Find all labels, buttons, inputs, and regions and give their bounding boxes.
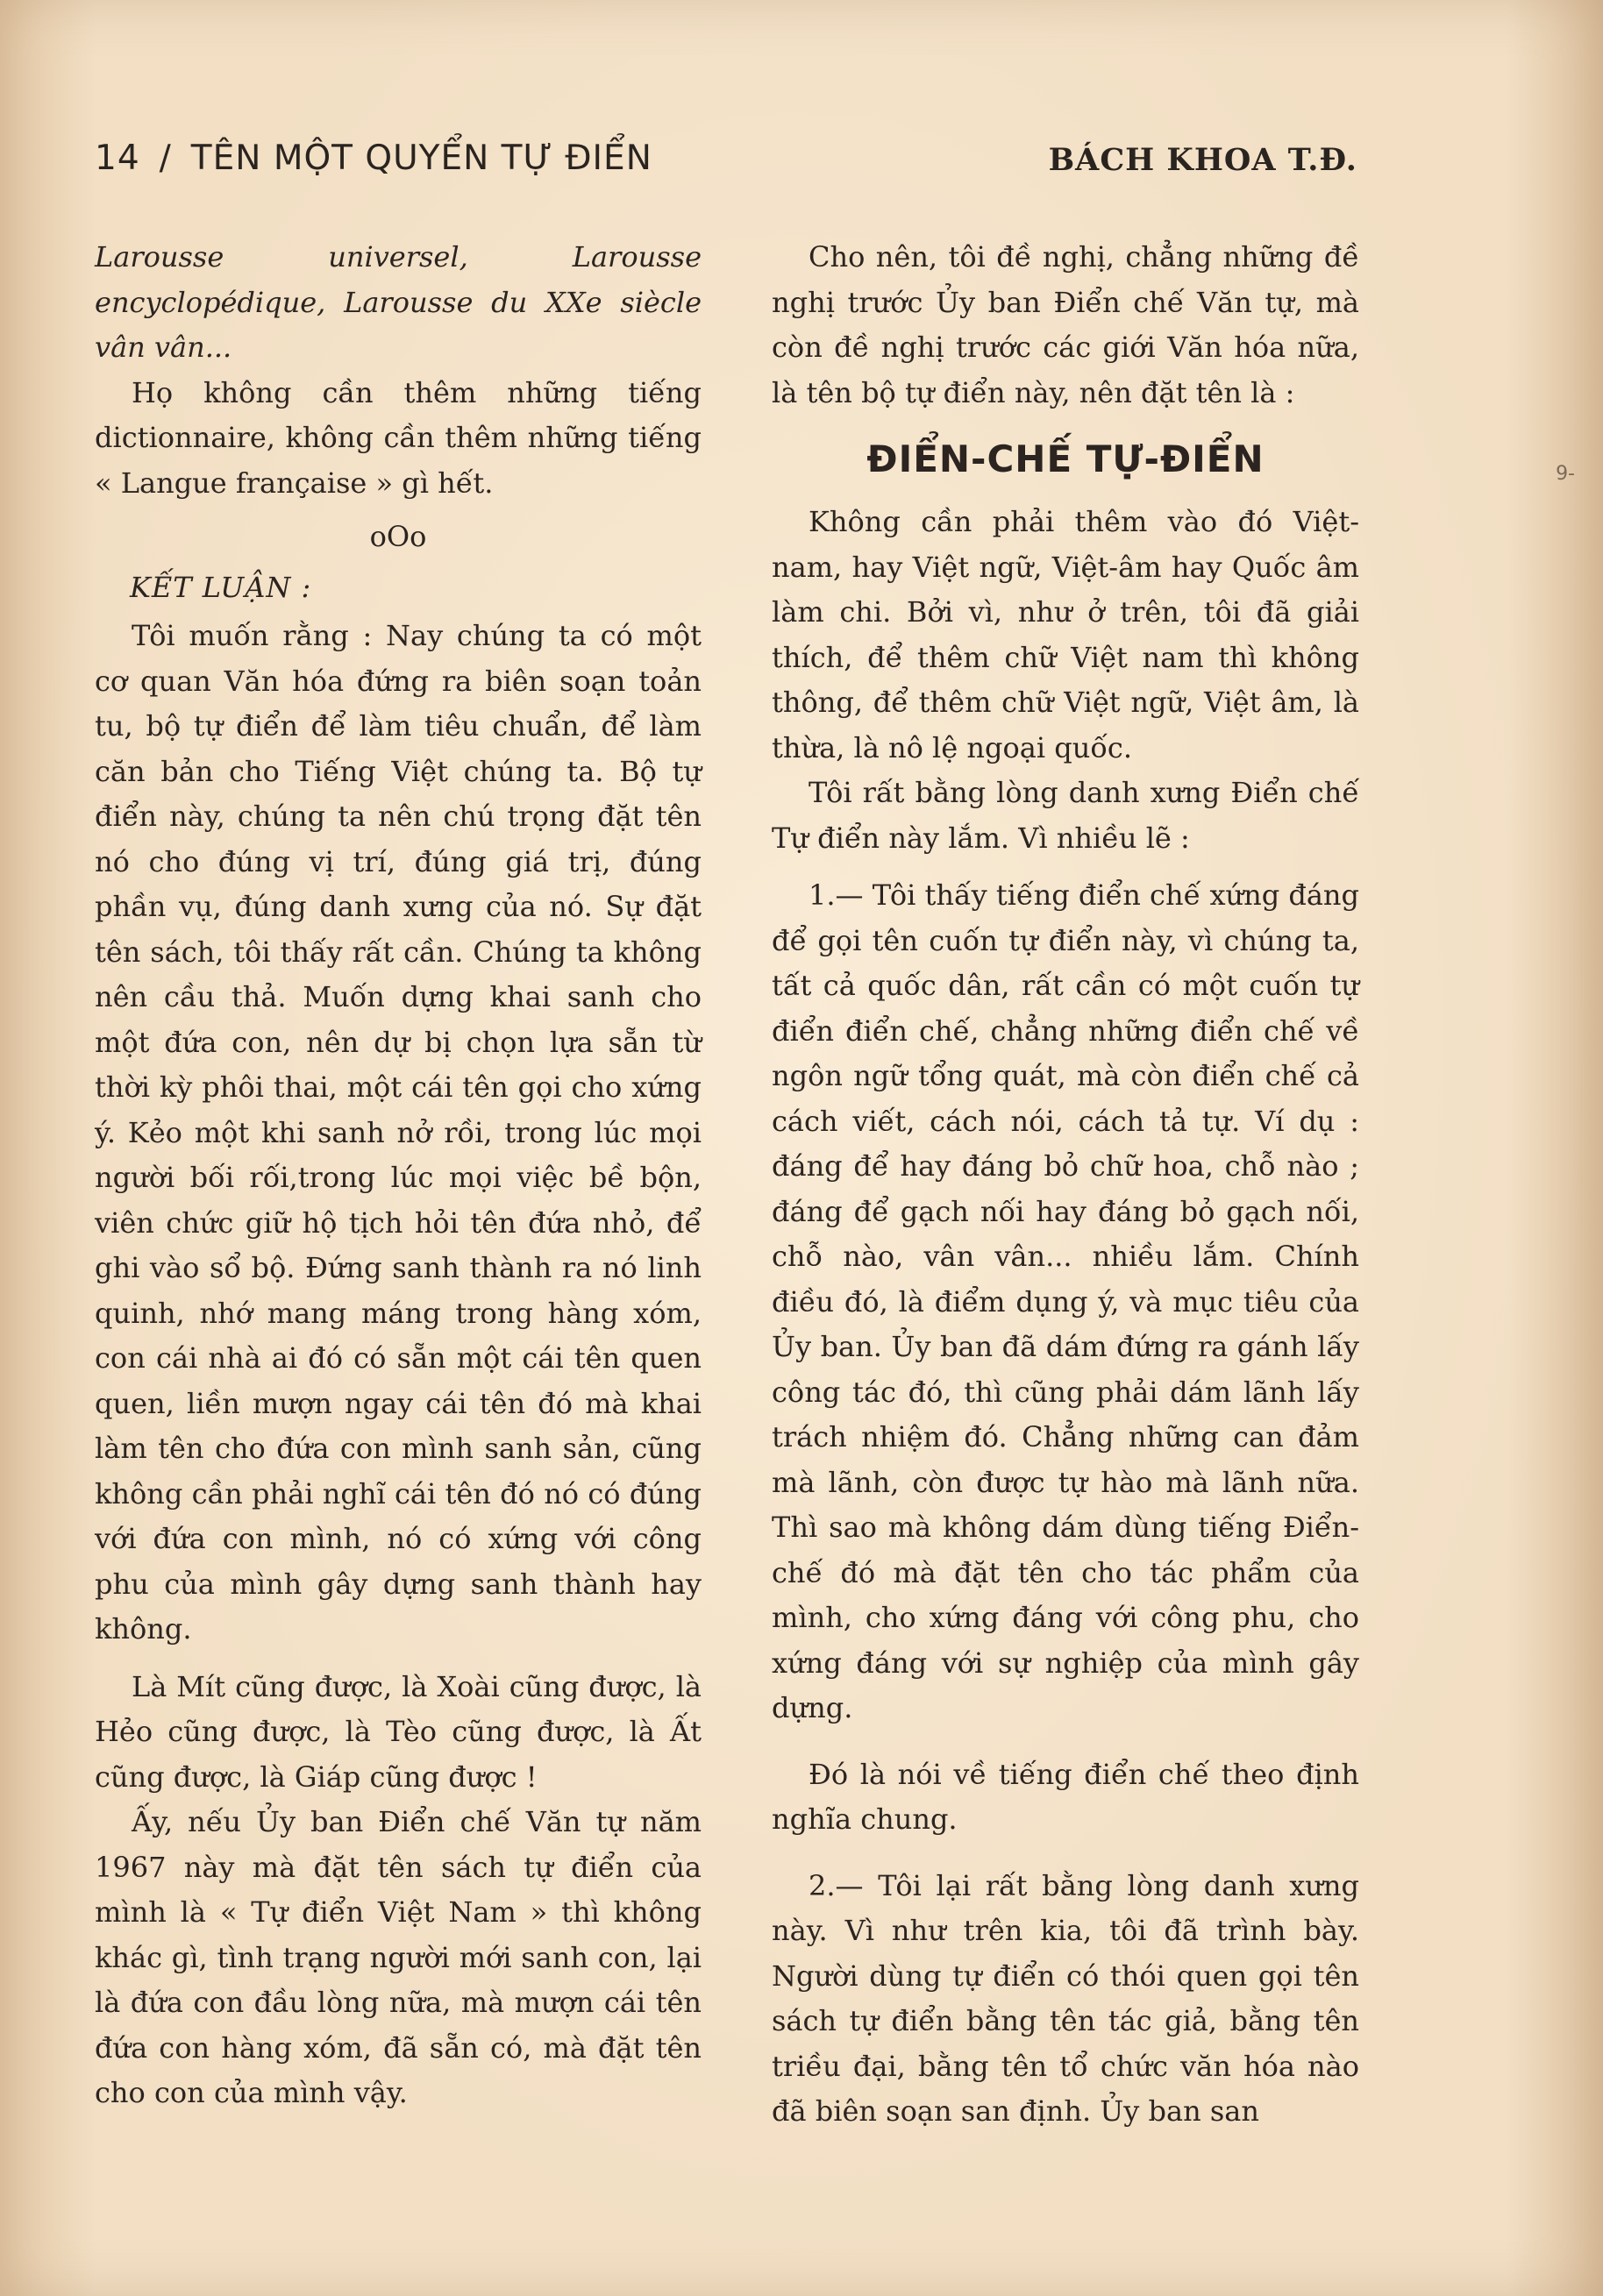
- left-column: [95, 235, 702, 2116]
- left-paragraph-3: Tôi muốn rằng : Nay chúng ta có một cơ quan Văn hóa đứng ra biên soạn toản tu, bộ tự điển để làm tiêu chuẩn, để làm căn bản cho Tiếng Việt chúng ta. Bộ tự điển này, chúng ta nên chú trọng đặt tên nó cho đúng vị trí, đúng giá trị, đúng phần vụ, đúng danh xưng của nó. Sự đặt tên sách, tôi thấy rất cần. Chúng ta không nên cầu thả. Muốn dựng khai sanh cho một đứa con, nên dự bị chọn lựa sẵn từ thời kỳ phôi thai, một cái tên gọi cho xứng ý. Kẻo một khi sanh nở rồi, trong lúc mọi người bối rối,trong lúc mọi việc bề bộn, viên chức giữ hộ tịch hỏi tên đứa nhỏ, để ghi vào sổ bộ. Đứng sanh thành ra nó linh quinh, nhớ mang máng trong hàng xóm, con cái nhà ai đó có sẵn một cái tên quen quen, liền mượn ngay cái tên đó mà khai làm tên cho đứa con mình sanh sản, cũng không cần phải nghĩ cái tên đó nó có đúng với đứa con mình, nó có xứng với công phu của mình gây dựng sanh thành hay không.: [95, 619, 702, 1646]
- margin-mark: 9-: [1556, 463, 1575, 485]
- reason-2: 2.— Tôi lại rất bằng lòng danh xưng này. Vì như trên kia, tôi đã trình bày. Người dùng tự điển có thói quen gọi tên sách tự điển bằng tên tác giả, bằng tên triều đại, bằng tên tổ chức văn hóa nào đã biên soạn san định. Ủy ban san: [772, 1868, 1359, 2128]
- right-paragraph-1: Cho nên, tôi đề nghị, chẳng những đề nghị trước Ủy ban Điển chế Văn tự, mà còn đề nghị trước các giới Văn hóa nữa, là tên bộ tự điển này, nên đặt tên là :: [772, 240, 1359, 409]
- header-left: [95, 139, 652, 178]
- section-break-mark: oOo: [369, 520, 427, 553]
- conclusion-heading: KẾT LUẬN :: [130, 570, 312, 604]
- left-paragraph-5: Ấy, nếu Ủy ban Điển chế Văn tự năm 1967 này mà đặt tên sách tự điển của mình là « Tự điển Việt Nam » thì không khác gì, tình trạng người mới sanh con, lại là đứa con đầu lòng nữa, mà mượn cái tên đứa con hàng xóm, đã sẵn có, mà đặt tên cho con của mình vậy.: [95, 1805, 702, 2109]
- left-paragraph-4: Là Mít cũng được, là Xoài cũng được, là Hẻo cũng được, là Tèo cũng được, là Ất cũng được, là Giáp cũng được !: [95, 1669, 702, 1794]
- running-header: [95, 139, 1357, 191]
- header-separator: /: [159, 139, 172, 178]
- reason-1: 1.— Tôi thấy tiếng điển chế xứng đáng để gọi tên cuốn tự điển này, vì chúng ta, tất cả quốc dân, rất cần có một cuốn tự điển điển chế, chẳng những điển chế về ngôn ngữ tổng quát, mà còn điển chế cả cách viết, cách nói, cách tả tự. Ví dụ : đáng để hay đáng bỏ chữ hoa, chỗ nào ; đáng để gạch nối hay đáng bỏ gạch nối, chỗ nào, vân vân... nhiều lắm. Chính điều đó, là điểm dụng ý, và mục tiêu của Ủy ban. Ủy ban đã dám đứng ra gánh lấy công tác đó, thì cũng phải dám lãnh lấy trách nhiệm đó. Chẳng những can đảm mà lãnh, còn được tự hào mà lãnh nữa. Thì sao mà không dám dùng tiếng Điển-chế đó mà đặt tên cho tác phẩm của mình, cho xứng đáng với công phu, cho xứng đáng với sự nghiệp của mình gây dựng.: [772, 878, 1360, 1724]
- right-paragraph-5: Đó là nói về tiếng điển chế theo định nghĩa chung.: [772, 1757, 1359, 1836]
- publication-name: BÁCH KHOA T.Đ.: [1048, 142, 1357, 178]
- left-paragraph-1: Larousse universel, Larousse encyclopédique, Larousse du XXe siècle vân vân...: [95, 240, 702, 364]
- page-number: 14: [95, 139, 140, 178]
- right-paragraph-2: Không cần phải thêm vào đó Việt-nam, hay Việt ngữ, Việt-âm hay Quốc âm làm chi. Bởi vì, như ở trên, tôi đã giải thích, để thêm chữ Việt nam thì không thông, để thêm chữ Việt ngữ, Việt âm, là thừa, là nô lệ ngoại quốc.: [772, 505, 1359, 764]
- right-column: [772, 235, 1359, 2135]
- dictionary-title: ĐIỂN-CHẾ TỰ-ĐIỂN: [866, 437, 1265, 480]
- left-paragraph-2: Họ không cần thêm những tiếng dictionnaire, không cần thêm những tiếng « Langue française » gì hết.: [95, 375, 702, 500]
- right-paragraph-3: Tôi rất bằng lòng danh xưng Điển chế Tự điển này lắm. Vì nhiều lẽ :: [772, 776, 1359, 855]
- running-title: TÊN MỘT QUYỂN TỰ ĐIỂN: [190, 139, 652, 178]
